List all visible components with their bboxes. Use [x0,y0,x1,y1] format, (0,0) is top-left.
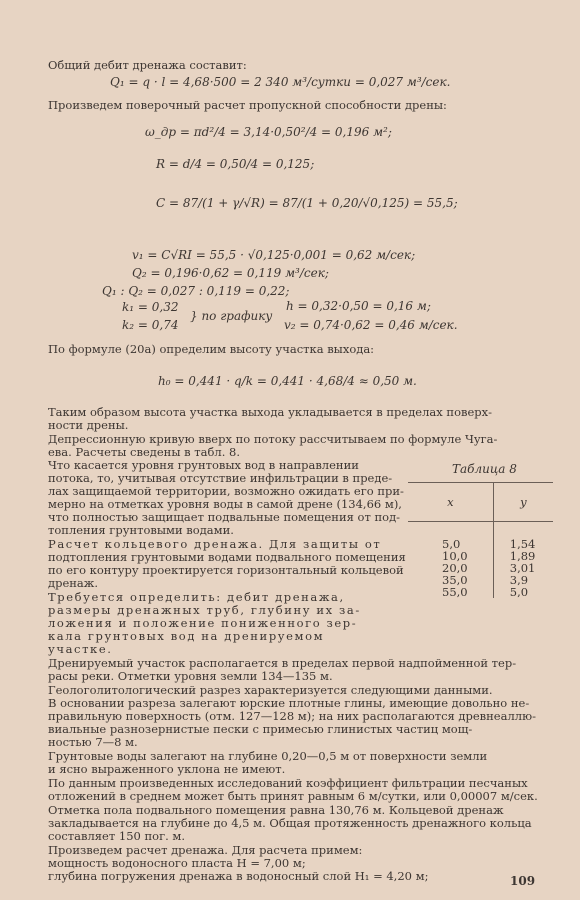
text-line: Депрессионную кривую вверх по потоку рассчитываем по формуле Чуга- [48,432,498,446]
text-line: Произведем поверочный расчет пропускной способности дрены: [48,98,447,112]
text-line: лах защищаемой территории, возможно ожидать его при- [48,484,404,498]
text-line: Грунтовые воды залегают на глубине 0,20—0,5 м от поверхности земли [48,749,488,763]
formula-chezy-coefficient: C = 87/(1 + γ/√R) = 87/(1 + 0,20/√0,125) = 55,5; [156,196,458,210]
text-line: ности дрены. [48,418,129,432]
text-line: Геологолитологический разрез характеризуется следующими данными. [48,683,493,697]
text-line: расы реки. Отметки уровня земли 134—135 м. [48,669,333,683]
spaced-text-line: размеры дренажных труб, глубину их за- [48,603,361,617]
text-line: потока, то, учитывая отсутствие инфильтрации в преде- [48,471,393,485]
spaced-text-line: ложения и положение пониженного зер- [48,616,358,630]
formula-exit-height: h₀ = 0,441 · q/k = 0,441 · 4,68/4 ≈ 0,50 м. [158,374,417,388]
formula-velocity-1: v₁ = C√RI = 55,5 · √0,125·0,001 = 0,62 м/сек; [132,248,416,262]
text-line: мощность водоносного пласта H = 7,00 м; [48,856,306,870]
text-line: закладывается на глубине до 4,5 м. Общая протяженность дренажного кольца [48,816,532,830]
formula-by-graph: } по графику [190,309,273,323]
text-line: дренаж. [48,576,99,590]
text-line: По данным произведенных исследований коэффициент фильтрации песчаных [48,776,528,790]
text-line: Таким образом высота участка выхода укладывается в пределах поверх- [48,405,493,419]
table-row: 20,0 3,01 [408,562,553,574]
text-line: Общий дебит дренажа составит: [48,58,247,72]
table-8 [408,482,553,598]
text-line: ностью 7—8 м. [48,735,138,749]
text-line: мерно на отметках уровня воды в самой дрене (134,66 м), [48,497,402,511]
text-line: глубина погружения дренажа в водоносный слой H₁ = 4,20 м; [48,869,429,883]
section-heading-line: Расчет кольцевого дренажа. Для защиты от [48,537,382,551]
spaced-text-line: участке. [48,642,113,656]
table-header-y: y [493,483,553,522]
table-row: 35,0 3,9 [408,574,553,586]
text-line: и ясно выраженного уклона не имеют. [48,762,286,776]
formula-k2: k₂ = 0,74 [122,318,179,332]
table-row: 10,0 1,89 [408,550,553,562]
formula-depth-h: h = 0,32·0,50 = 0,16 м; [286,299,431,313]
page-number: 109 [510,874,536,888]
text-line: подтопления грунтовыми водами подвального помещения [48,550,406,564]
table-header-x: x [408,483,493,522]
text-line: Произведем расчет дренажа. Для расчета примем: [48,843,363,857]
text-line: Дренируемый участок располагается в пределах первой надпойменной тер- [48,656,517,670]
formula-k1: k₁ = 0,32 [122,300,179,314]
text-line: топления грунтовыми водами. [48,523,234,537]
text-line: что полностью защищает подвальные помещения от под- [48,510,401,524]
text-line: отложений в среднем может быть принят равным 6 м/сутки, или 0,00007 м/сек. [48,789,538,803]
spaced-text-line: Требуется определить: дебит дренажа, [48,590,345,604]
formula-discharge-2: Q₂ = 0,196·0,62 = 0,119 м³/сек; [132,266,329,280]
formula-ratio: Q₁ : Q₂ = 0,027 : 0,119 = 0,22; [102,284,290,298]
table-row: 5,0 1,54 [408,522,553,551]
table-title: Таблица 8 [452,462,517,476]
formula-velocity-2: v₂ = 0,74·0,62 = 0,46 м/сек. [284,318,458,332]
formula-total-discharge: Q₁ = q · l = 4,68·500 = 2 340 м³/сутки = 0,027 м³/сек. [110,75,451,89]
text-line: По формуле (20а) определим высоту участка выхода: [48,342,375,356]
text-line: ева. Расчеты сведены в табл. 8. [48,445,241,459]
formula-hydraulic-radius: R = d/4 = 0,50/4 = 0,125; [156,157,315,171]
formula-drain-area: ω_др = πd²/4 = 3,14·0,50²/4 = 0,196 м²; [145,125,392,139]
text-line: В основании разреза залегают юрские плотные глины, имеющие довольно не- [48,696,530,710]
text-line: составляет 150 пог. м. [48,829,186,843]
text-line: правильную поверхность (отм. 127—128 м); на них располагаются древнеаллю- [48,709,536,723]
text-line: Что касается уровня грунтовых вод в направлении [48,458,359,472]
spaced-text-line: кала грунтовых вод на дренируемом [48,629,325,643]
text-line: Отметка пола подвального помещения равна 130,76 м. Кольцевой дренаж [48,803,504,817]
text-line: по его контуру проектируется горизонтальный кольцевой [48,563,404,577]
table-row: 55,0 5,0 [408,586,553,598]
text-line: виальные разнозернистые пески с примесью глинистых частиц мощ- [48,722,473,736]
